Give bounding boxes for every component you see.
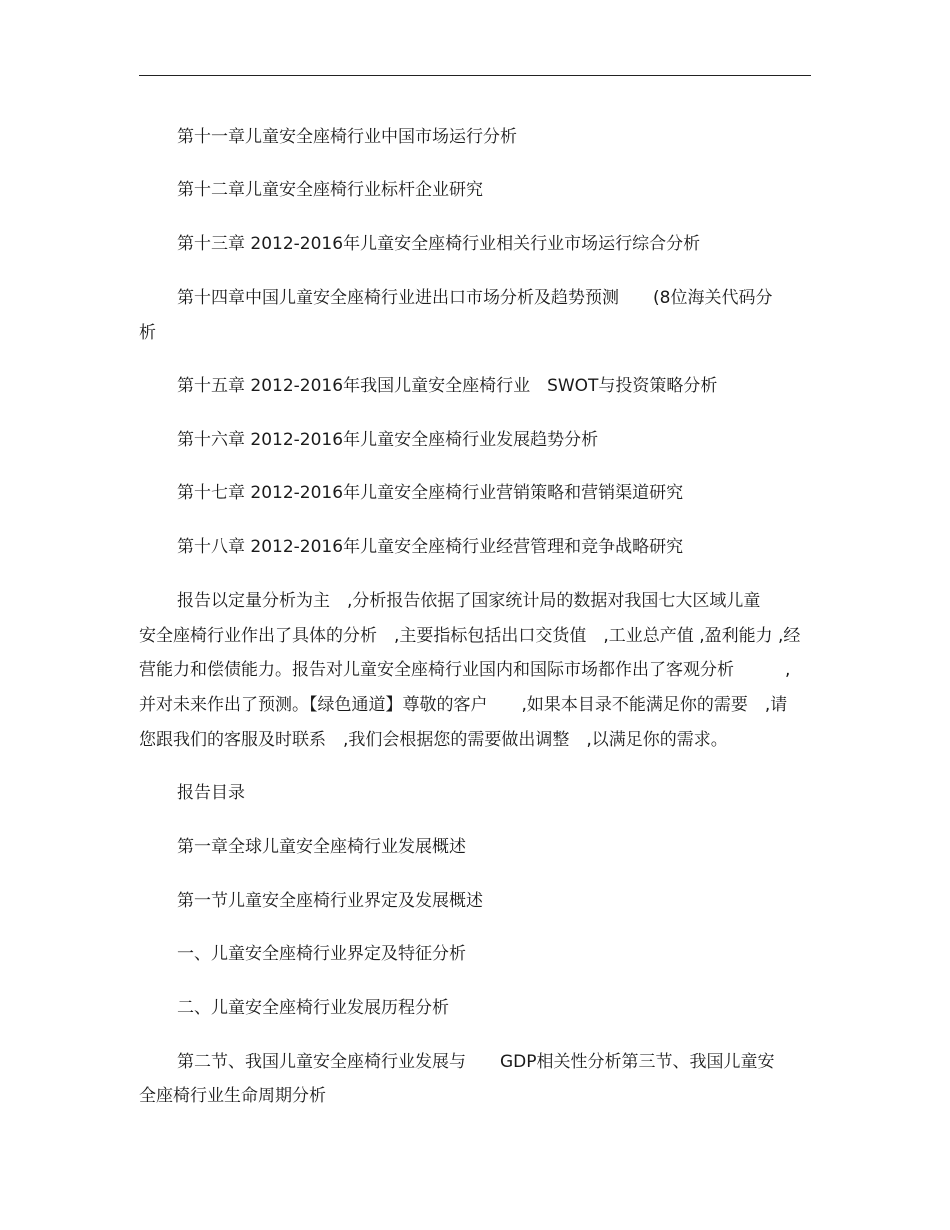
intro-line: 您跟我们的客服及时联系 ,我们会根据您的需要做出调整 ,以满足你的需求。: [139, 730, 728, 750]
report-title: 报告目录: [177, 783, 245, 803]
intro-line: 营能力和偿债能力。报告对儿童安全座椅行业国内和国际市场都作出了客观分析 ,: [139, 660, 791, 680]
item-1: 一、儿童安全座椅行业界定及特征分析: [177, 944, 466, 964]
toc-line-ch16: 第十六章 2012-2016年儿童安全座椅行业发展趋势分析: [177, 430, 599, 450]
intro-line: 并对未来作出了预测。【绿色通道】尊敬的客户 ,如果本目录不能满足你的需要 ,请: [139, 695, 788, 715]
item-2: 二、儿童安全座椅行业发展历程分析: [177, 998, 449, 1018]
toc-line-ch13: 第十三章 2012-2016年儿童安全座椅行业相关行业市场运行综合分析: [177, 234, 701, 254]
intro-line: 报告以定量分析为主 ,分析报告依据了国家统计局的数据对我国七大区域儿童: [177, 591, 761, 611]
header-rule: [139, 75, 811, 76]
section-3-cont: 全座椅行业生命周期分析: [139, 1086, 326, 1106]
toc-line-ch15: 第十五章 2012-2016年我国儿童安全座椅行业 SWOT与投资策略分析: [177, 376, 718, 396]
toc-line-ch11: 第十一章儿童安全座椅行业中国市场运行分析: [177, 127, 517, 147]
toc-line-ch14-cont: 析: [139, 323, 156, 343]
toc-line-ch17: 第十七章 2012-2016年儿童安全座椅行业营销策略和营销渠道研究: [177, 483, 684, 503]
section-2-3-line: 第二节、我国儿童安全座椅行业发展与 GDP相关性分析第三节、我国儿童安: [177, 1052, 775, 1072]
intro-line: 安全座椅行业作出了具体的分析 ,主要指标包括出口交货值 ,工业总产值 ,盈利能力 ,经: [139, 626, 801, 646]
toc-line-ch18: 第十八章 2012-2016年儿童安全座椅行业经营管理和竞争战略研究: [177, 537, 684, 557]
toc-line-ch12: 第十二章儿童安全座椅行业标杆企业研究: [177, 180, 483, 200]
toc-line-ch14: 第十四章中国儿童安全座椅行业进出口市场分析及趋势预测 (8位海关代码分: [177, 288, 773, 308]
section-1-heading: 第一节儿童安全座椅行业界定及发展概述: [177, 891, 483, 911]
chapter-1-heading: 第一章全球儿童安全座椅行业发展概述: [177, 837, 466, 857]
